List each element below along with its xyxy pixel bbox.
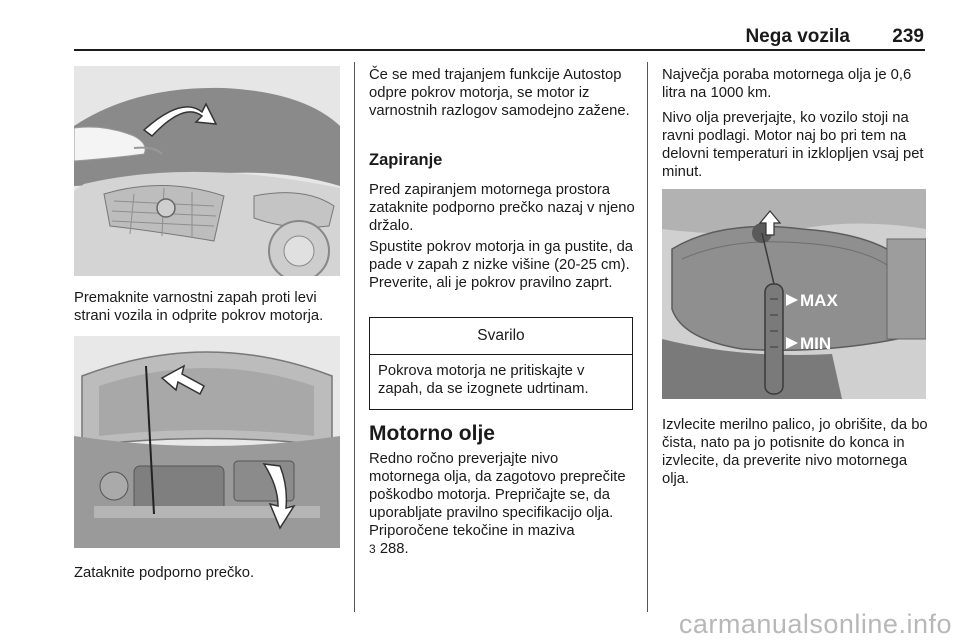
page-reference-number[interactable]: 288. xyxy=(379,541,409,557)
paragraph-open-hood: Premaknite varnostni zapah proti levi strani vozila in odprite pokrov motorja. xyxy=(74,290,324,324)
paragraph-check-oil xyxy=(369,450,629,558)
watermark: carmanualsonline.info xyxy=(678,609,952,639)
figure-support-rod xyxy=(74,336,340,548)
paragraph-lower-hood: Spustite pokrov motorja in ga pustite, da pade v zapah z nizke višine (20-25 cm). Preverite, ali je pokrov pravilno zaprt. xyxy=(369,239,634,291)
paragraph-check-conditions: Nivo olja preverjajte, ko vozilo stoji na ravni podlagi. Motor naj bo pri tem na delovni temperaturi in izklopljen vsaj pet minut. xyxy=(662,110,924,180)
header-rule xyxy=(74,49,925,51)
paragraph-autostop: Če se med trajanjem funkcije Autostop odpre pokrov motorja, se motor iz varnostnih razlogov samodejno zažene. xyxy=(369,67,630,119)
figure-dipstick xyxy=(662,189,926,399)
dipstick-min-label: MIN xyxy=(800,334,832,353)
warning-text: Pokrova motorja ne pritiskajte v zapah, da se izognete udrtinam. xyxy=(378,363,589,397)
dipstick-max-label: MAX xyxy=(800,291,838,310)
page-header xyxy=(0,0,960,52)
paragraph-before-closing: Pred zapiranjem motornega prostora zataknite podporno prečko nazaj v njeno držalo. xyxy=(369,182,635,234)
paragraph-pull-dipstick: Izvlecite merilno palico, jo obrišite, da bo čista, nato pa jo potisnite do konca in izvlecite, da preverite nivo motornega olja. xyxy=(662,417,928,487)
paragraph-engage-rod: Zataknite podporno prečko. xyxy=(74,565,255,581)
heading-engine-oil: Motorno olje xyxy=(369,422,495,445)
page-number: 239 xyxy=(892,26,924,47)
paragraph-oil-consumption: Največja poraba motornega olja je 0,6 litra na 1000 km. xyxy=(662,67,912,101)
figure-hood-open xyxy=(74,66,340,276)
heading-closing: Zapiranje xyxy=(369,151,443,169)
paragraph-check-oil-text: Redno ročno preverjajte nivo motornega olja, da zagotovo preprečite poškodbo motorja. Prepričajte se, da uporabljate pravilno specifikacijo olja. Priporočene tekočine in maziva xyxy=(369,451,626,539)
page-reference-arrow-icon: 3 xyxy=(369,542,376,556)
column-divider-1 xyxy=(354,62,355,612)
warning-box xyxy=(369,317,633,410)
column-divider-2 xyxy=(647,62,648,612)
section-title: Nega vozila xyxy=(745,26,850,47)
warning-title: Svarilo xyxy=(370,318,632,355)
